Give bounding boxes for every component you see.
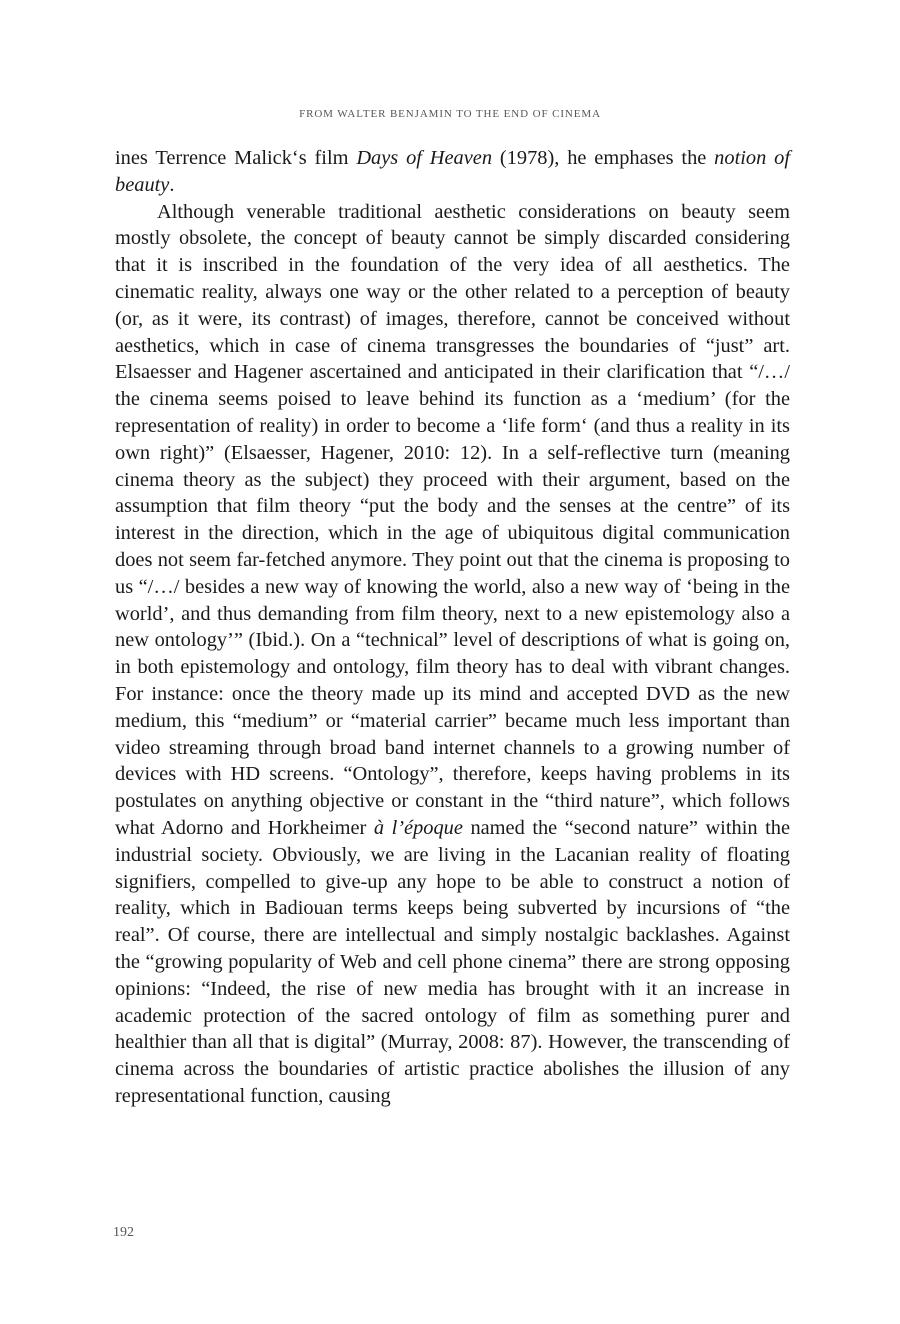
notion-of-beauty-italic: notion of beauty (115, 147, 790, 196)
paragraph2-text-b: named the “second nature” within the industrial society. Obviously, we are living in the Lacanian reality of floating signifiers, compelled to give-up any hope to be able to construct a notion of reality, which in Badiouan terms keeps being subverted by incursions of “the real”. Of course, there are intellectual and simply nostalgic backlashes. Against the “growing popularity of Web and cell phone cinema” there are strong opposing opinions: “Indeed, the rise of new media has brought with it an increase in academic protection of the sacred ontology of film as something purer and healthier than all that is digital” (Murray, 2008: 87). However, the transcending of cinema across the boundaries of artistic practice abolishes the illusion of any representational function, causing (115, 816, 790, 1107)
paragraph2-text-a: Although venerable traditional aesthetic considerations on beauty seem mostly obsolete, the concept of beauty cannot be simply discarded considering that it is inscribed in the foundation of the very idea of all aesthetics. The cinematic reality, always one way or the other related to a perception of beauty (or, as it were, its contrast) of images, therefore, cannot be conceived without aesthetics, which in case of cinema transgresses the boundaries of “just” art. Elsaesser and Hagener ascertained and anticipated in their clarification that “/…/ the cinema seems poised to leave behind its function as a ‘medium’ (for the representation of reality) in order to become a ‘life form‘ (and thus a reality in its own right)” (Elsaesser, Hagener, 2010: 12). In a self-reflective turn (meaning cinema theory as the subject) they proceed with their argument, based on the assumption that film theory “put the body and the senses at the centre” of its interest in the direction, which in the age of ubiquitous digital communication does not seem far-fetched anymore. They point out that the cinema is proposing to us “/…/ besides a new way of knowing the world, also a new way of ‘being in the world’, and thus demanding from film theory, next to a new epistemology also a new ontology’” (Ibid.). On a “technical” level of descriptions of what is going on, in both epistemology and ontology, film theory has to deal with vibrant changes. For instance: once the theory made up its mind and accepted DVD as the new medium, this “medium” or “material carrier” became much less important than video streaming through broad band internet channels to a growing number of devices with HD screens. “Ontology”, therefore, keeps having problems in its postulates on anything objective or constant in the “third nature”, which follows what Adorno and Horkheimer (115, 200, 790, 839)
a-lepoque-italic: à l’époque (373, 816, 463, 839)
paragraph-main (115, 199, 790, 1110)
running-header: FROM WALTER BENJAMIN TO THE END OF CINEMA (299, 108, 601, 120)
film-title-italic: Days of Heaven (356, 147, 493, 169)
body-text (115, 145, 790, 1110)
paragraph1-text-b: (1978), he emphases the (492, 147, 715, 169)
page-number: 192 (113, 1225, 134, 1240)
paragraph-continuation (115, 145, 790, 199)
paragraph1-text-a: ines Terrence Malick‘s film (115, 147, 357, 169)
paragraph1-text-c: . (169, 173, 175, 196)
